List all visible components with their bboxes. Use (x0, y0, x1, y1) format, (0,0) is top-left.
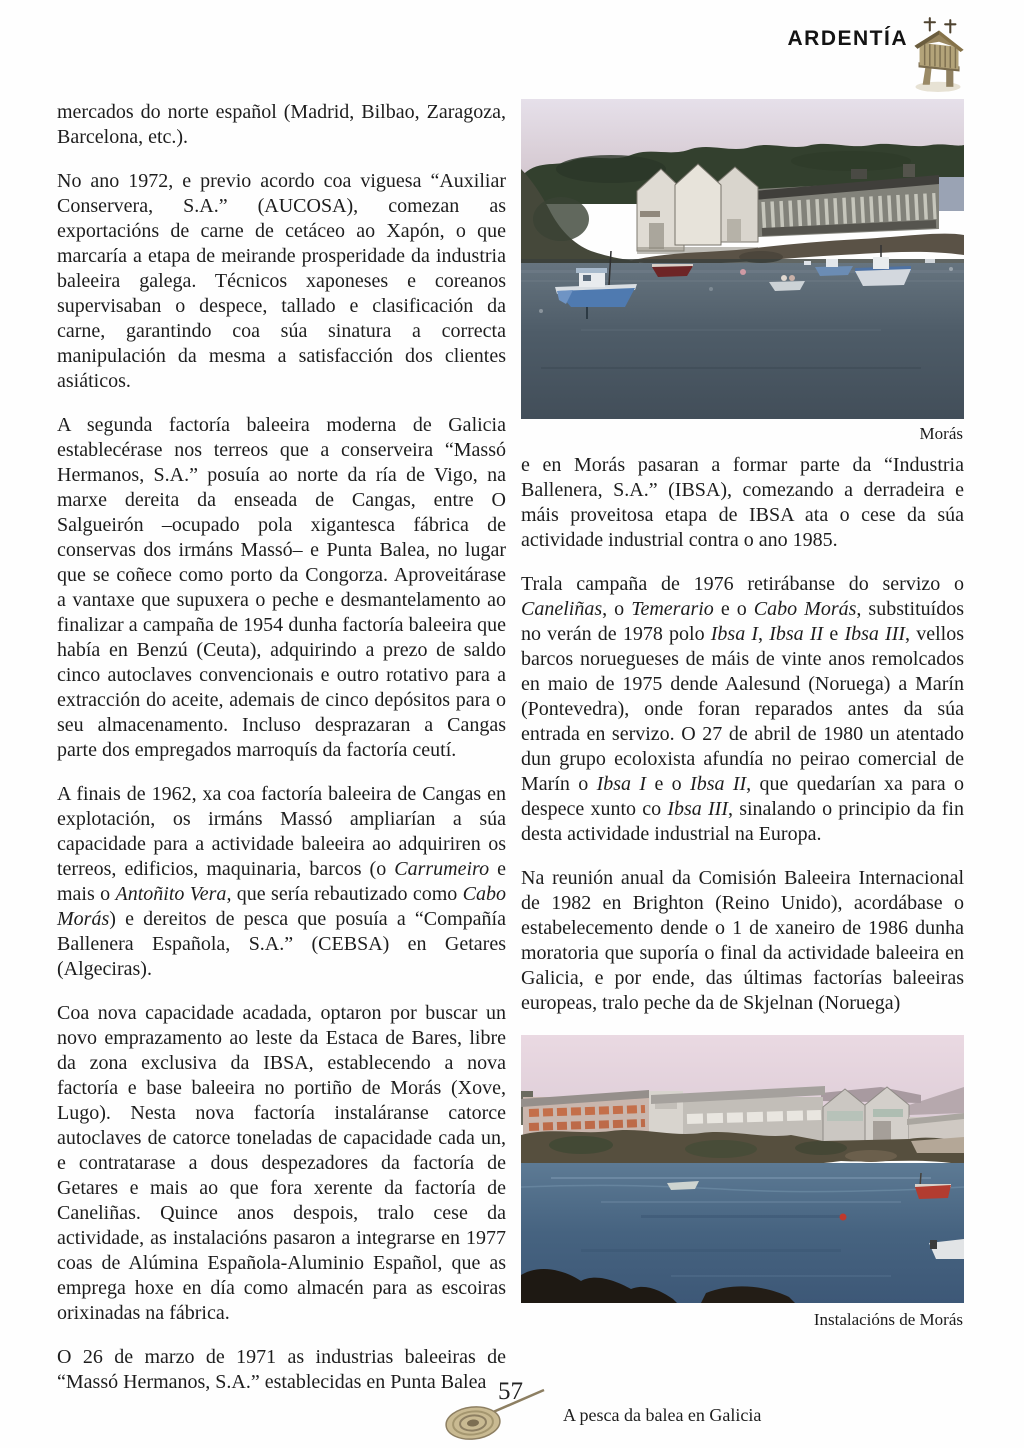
paragraph: mercados do norte español (Madrid, Bilbao, Zaragoza, Barcelona, etc.). (57, 101, 506, 148)
magazine-title: ARDENTÍA (787, 27, 908, 50)
left-column (57, 100, 506, 1395)
paragraph: Na reunión anual da Comisión Baleeira Internacional de 1982 en Brighton (Reino Unido), acordábase o estabelecemento dende o 1 de xaneiro de 1986 dunha moratoria que suporía o final da actividade baleeira en Galicia, e por ende, das últimas factorías baleeiras europeas, tralo peche da de Skjelnan (Noruega) (521, 867, 964, 1014)
rope-coil-icon (443, 1385, 547, 1443)
moras-installations-photo (521, 1035, 964, 1303)
book-title: A pesca da balea en Galicia (563, 1405, 762, 1425)
paragraph: Trala campaña de 1976 retirábanse do servizo o Caneliñas, o Temerario e o Cabo Morás, substituídos no verán de 1978 polo Ibsa I, Ibsa II e Ibsa III, vellos barcos noruegueses de máis de vinte anos remolcados en maio de 1975 dende Aalesund (Noruega) a Marín (Pontevedra), onde foran reparados antes da súa entrada en servizo. O 27 de abril de 1980 un atentado dun grupo ecoloxista afundía no peirao comercial de Marín o Ibsa I e o Ibsa II, que quedarían xa para o despece xunto co Ibsa III, sinalando o principio da fin desta actividade industrial na Europa. (521, 573, 964, 845)
photo-caption-moras: Morás (919, 424, 963, 443)
paragraph: A segunda factoría baleeira moderna de Galicia establecérase nos terreos que a conserveira “Massó Hermanos, S.A.” posuía ao norte da ría de Vigo, na marxe dereita da enseada de Cangas, entre O Salgueirón –ocupado pola xigantesca fábrica de conservas dos irmáns Massó– e Punta Balea, no lugar que se coñece como porto da Congorza. Aproveitárase a vantaxe que supuxera o peche e desmantelamento ao finalizar a campaña de 1954 dunha factoría baleeira que había en Benzú (Ceuta), adquirindo a prezo de saldo cinco autoclaves convencionais e outro rotativo para a extracción do aceite, ademais de cinco depósitos para o seu almacenamento. Incluso desprazaran a Cangas parte dos empregados marroquís da factoría ceutí. (57, 414, 506, 761)
horreo-logo-icon (906, 12, 970, 94)
paragraph: Coa nova capacidade acadada, optaron por buscar un novo emprazamento ao leste da Estaca de Bares, libre da zona exclusiva da IBSA, establecendo a nova factoría e base baleeira no portiño de Morás (Xove, Lugo). Nesta nova factoría instaláranse catorce autoclaves de catorce toneladas de capacidade cada un, e contratarase a dous despezadores da factoría de Getares e mais ao que fora xerente da factoría de Caneliñas. Quince anos despois, tralo cese da actividade, as instalacións pasaron a integrarse en 1977 coas de Alúmina Española-Aluminio Español, que as emprega hoxe en día como almacén para as escoiras orixinadas na fábrica. (57, 1002, 506, 1324)
paragraph: e en Morás pasaran a formar parte da “Industria Ballenera, S.A.” (IBSA), comezando a derradeira e máis proveitosa etapa de IBSA ata o cese da súa actividade industrial contra o ano 1985. (521, 454, 964, 551)
moras-bay-photo (521, 99, 964, 419)
paragraph: A finais de 1962, xa coa factoría baleeira de Cangas en explotación, os irmáns Massó ampliarían a súa capacidade para a actividade baleeira ao adquiriren os terreos, edificios, maquinaria, barcos (o Carrumeiro e mais o Antoñito Vera, que sería rebautizado como Cabo Morás) e dereitos de pesca que posuía a “Compañía Ballenera Española, S.A.” (CEBSA) en Getares (Algeciras). (57, 783, 506, 980)
paragraph: O 26 de marzo de 1971 as industrias baleeiras de “Massó Hermanos, S.A.” establecidas en Punta Balea (57, 1346, 506, 1393)
paragraph: No ano 1972, e previo acordo coa viguesa “Auxiliar Conservera, S.A.” (AUCOSA), comezan as exportacións de carne de cetáceo ao Xapón, o que marcaría a etapa de meirande prosperidade da industria baleeira galega. Técnicos xaponeses e coreanos supervisaban o despece, tallado e clasificación da carne, garantindo coa súa sinatura a correcta manipulación da mesma a satisfacción dos clientes asiáticos. (57, 170, 506, 392)
page-number: 57 (498, 1378, 523, 1405)
right-column (521, 99, 964, 1339)
photo-caption-instalacions: Instalacións de Morás (813, 1310, 963, 1329)
